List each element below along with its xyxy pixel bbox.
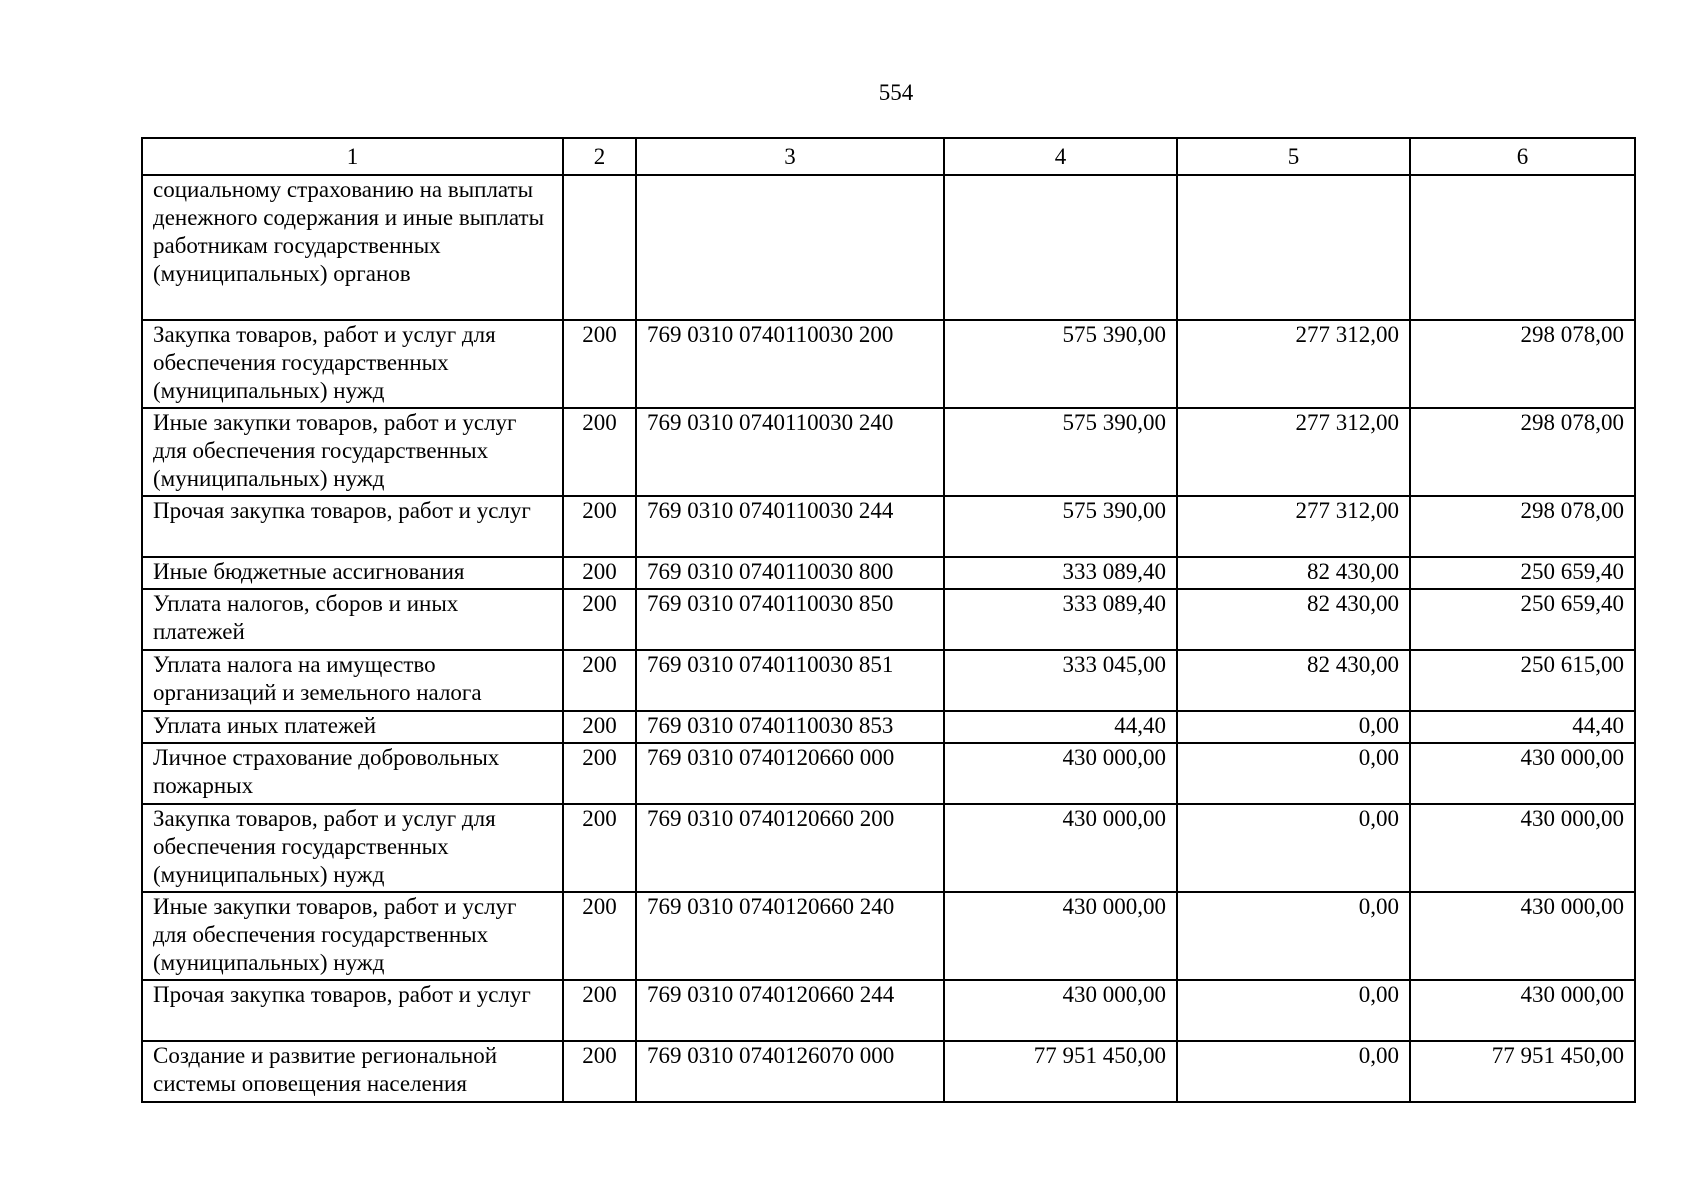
table-row: [142, 1041, 1635, 1102]
row-kbk-cell: [636, 175, 944, 320]
row-value-4-cell: 430 000,00: [944, 892, 1177, 980]
row-name-cell: Уплата налога на имущество организаций и земельного налога: [142, 650, 563, 711]
row-kbk-cell: 769 0310 0740120660 244: [636, 980, 944, 1041]
row-name-cell: Иные закупки товаров, работ и услуг для обеспечения государственных (муниципальных) нужд: [142, 408, 563, 496]
table-row: [142, 589, 1635, 650]
row-value-5-cell: 0,00: [1177, 711, 1410, 743]
row-value-4-cell: 430 000,00: [944, 743, 1177, 804]
row-code-cell: 200: [563, 711, 636, 743]
row-name-cell: Закупка товаров, работ и услуг для обеспечения государственных (муниципальных) нужд: [142, 804, 563, 892]
column-header-3: 3: [636, 138, 944, 175]
table-row: [142, 496, 1635, 557]
header-row: [142, 138, 1635, 175]
row-value-6-cell: [1410, 175, 1635, 320]
row-value-5-cell: 82 430,00: [1177, 589, 1410, 650]
row-value-6-cell: 430 000,00: [1410, 804, 1635, 892]
table-row: [142, 892, 1635, 980]
row-code-cell: 200: [563, 496, 636, 557]
table-row: [142, 408, 1635, 496]
row-value-5-cell: 0,00: [1177, 743, 1410, 804]
row-value-6-cell: 250 615,00: [1410, 650, 1635, 711]
row-kbk-cell: 769 0310 0740110030 240: [636, 408, 944, 496]
row-value-5-cell: 0,00: [1177, 980, 1410, 1041]
row-code-cell: 200: [563, 1041, 636, 1102]
row-code-cell: 200: [563, 408, 636, 496]
row-value-5-cell: 82 430,00: [1177, 650, 1410, 711]
row-kbk-cell: 769 0310 0740126070 000: [636, 1041, 944, 1102]
row-name-cell: Личное страхование добровольных пожарных: [142, 743, 563, 804]
row-code-cell: 200: [563, 980, 636, 1041]
row-name-cell: Прочая закупка товаров, работ и услуг: [142, 980, 563, 1041]
row-value-5-cell: [1177, 175, 1410, 320]
row-code-cell: 200: [563, 892, 636, 980]
row-value-6-cell: 250 659,40: [1410, 589, 1635, 650]
table-row: [142, 804, 1635, 892]
column-header-4: 4: [944, 138, 1177, 175]
table-row: [142, 743, 1635, 804]
row-name-cell: Закупка товаров, работ и услуг для обеспечения государственных (муниципальных) нужд: [142, 320, 563, 408]
row-name-cell: социальному страхованию на выплаты денежного содержания и иные выплаты работникам государственных (муниципальных) органов: [142, 175, 563, 320]
row-value-6-cell: 430 000,00: [1410, 743, 1635, 804]
row-kbk-cell: 769 0310 0740120660 200: [636, 804, 944, 892]
column-header-1: 1: [142, 138, 563, 175]
row-name-cell: Иные бюджетные ассигнования: [142, 557, 563, 589]
row-value-4-cell: 575 390,00: [944, 496, 1177, 557]
table-row: [142, 980, 1635, 1041]
row-value-4-cell: 430 000,00: [944, 804, 1177, 892]
column-header-6: 6: [1410, 138, 1635, 175]
row-kbk-cell: 769 0310 0740110030 851: [636, 650, 944, 711]
row-kbk-cell: 769 0310 0740110030 853: [636, 711, 944, 743]
row-value-6-cell: 430 000,00: [1410, 980, 1635, 1041]
row-name-cell: Иные закупки товаров, работ и услуг для обеспечения государственных (муниципальных) нужд: [142, 892, 563, 980]
row-value-6-cell: 44,40: [1410, 711, 1635, 743]
column-header-2: 2: [563, 138, 636, 175]
row-code-cell: 200: [563, 650, 636, 711]
row-value-4-cell: 575 390,00: [944, 408, 1177, 496]
page-number: 554: [878, 80, 914, 105]
row-value-4-cell: 333 089,40: [944, 589, 1177, 650]
row-value-5-cell: 82 430,00: [1177, 557, 1410, 589]
row-code-cell: 200: [563, 804, 636, 892]
table-row: [142, 175, 1635, 320]
row-value-6-cell: 77 951 450,00: [1410, 1041, 1635, 1102]
row-value-6-cell: 298 078,00: [1410, 496, 1635, 557]
row-code-cell: 200: [563, 320, 636, 408]
row-value-6-cell: 298 078,00: [1410, 408, 1635, 496]
table-row: [142, 711, 1635, 743]
row-kbk-cell: 769 0310 0740110030 244: [636, 496, 944, 557]
row-value-5-cell: 0,00: [1177, 892, 1410, 980]
table-row: [142, 320, 1635, 408]
row-code-cell: 200: [563, 589, 636, 650]
row-value-4-cell: 333 089,40: [944, 557, 1177, 589]
row-value-4-cell: 430 000,00: [944, 980, 1177, 1041]
row-kbk-cell: 769 0310 0740120660 240: [636, 892, 944, 980]
row-code-cell: [563, 175, 636, 320]
row-value-6-cell: 250 659,40: [1410, 557, 1635, 589]
row-kbk-cell: 769 0310 0740110030 200: [636, 320, 944, 408]
row-value-6-cell: 298 078,00: [1410, 320, 1635, 408]
row-kbk-cell: 769 0310 0740110030 800: [636, 557, 944, 589]
row-name-cell: Прочая закупка товаров, работ и услуг: [142, 496, 563, 557]
row-kbk-cell: 769 0310 0740120660 000: [636, 743, 944, 804]
row-value-4-cell: [944, 175, 1177, 320]
row-code-cell: 200: [563, 743, 636, 804]
budget-table: [141, 137, 1636, 1103]
row-value-6-cell: 430 000,00: [1410, 892, 1635, 980]
row-name-cell: Уплата иных платежей: [142, 711, 563, 743]
row-code-cell: 200: [563, 557, 636, 589]
row-value-4-cell: 44,40: [944, 711, 1177, 743]
row-value-5-cell: 277 312,00: [1177, 496, 1410, 557]
row-value-4-cell: 333 045,00: [944, 650, 1177, 711]
row-value-5-cell: 0,00: [1177, 1041, 1410, 1102]
row-value-5-cell: 277 312,00: [1177, 408, 1410, 496]
row-name-cell: Создание и развитие региональной системы оповещения населения: [142, 1041, 563, 1102]
column-header-5: 5: [1177, 138, 1410, 175]
row-name-cell: Уплата налогов, сборов и иных платежей: [142, 589, 563, 650]
row-value-4-cell: 77 951 450,00: [944, 1041, 1177, 1102]
row-value-4-cell: 575 390,00: [944, 320, 1177, 408]
row-value-5-cell: 0,00: [1177, 804, 1410, 892]
row-value-5-cell: 277 312,00: [1177, 320, 1410, 408]
row-kbk-cell: 769 0310 0740110030 850: [636, 589, 944, 650]
table-row: [142, 557, 1635, 589]
table-row: [142, 650, 1635, 711]
